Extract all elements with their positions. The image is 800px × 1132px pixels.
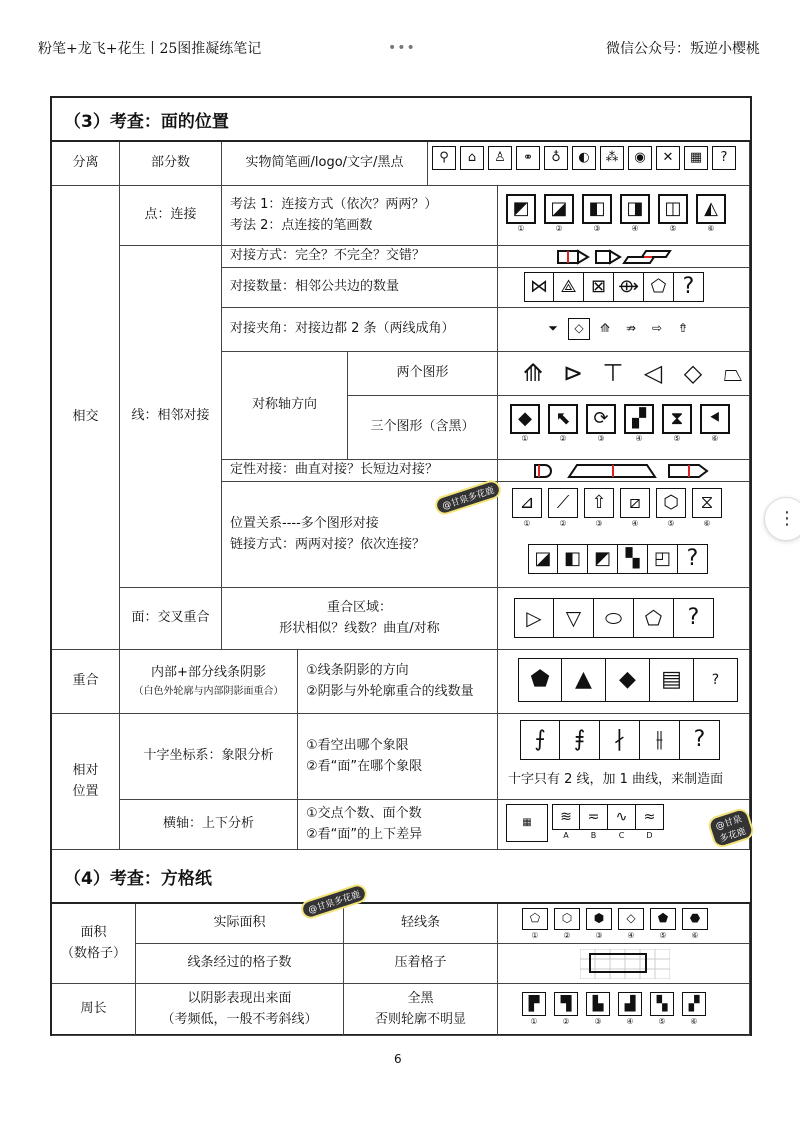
- shape-figure: ◫ ⑤: [658, 194, 688, 224]
- description: 轻线条: [344, 904, 498, 944]
- desc-line: 链接方式：两两对接？依次连接？: [230, 536, 426, 552]
- shape-figure: ⋈: [524, 272, 554, 302]
- shape-figure: ◆: [606, 658, 650, 702]
- shape-figure: ⇮: [677, 321, 689, 336]
- sub-label: 点：连接: [120, 186, 222, 246]
- desc-line: ②看“面”的上下差异: [306, 826, 423, 842]
- shape-figure: ⯇ ⑥: [700, 404, 730, 434]
- description: 三个图形（含黑）: [348, 396, 498, 460]
- description: [222, 186, 498, 246]
- house-icon: ⌂: [460, 146, 484, 170]
- shape-figure: ⬡ ⑤: [656, 488, 686, 518]
- desc-line: 考法 2：点连接的笔画数: [230, 217, 373, 233]
- sub-label: 十字坐标系：象限分析: [120, 714, 298, 800]
- shape-figure: ⏢: [723, 358, 743, 387]
- shape-figure: ⧗ ⑤: [662, 404, 692, 434]
- shape-figure: ▤: [650, 658, 694, 702]
- shape-figure: ▞ ④: [624, 404, 654, 434]
- shape-figure: ◭ ⑥: [696, 194, 726, 224]
- shape-figure: ⟰: [522, 358, 544, 387]
- black-grid-figure: ▟ ④: [618, 992, 642, 1016]
- figure-cell: [498, 714, 750, 800]
- sub-label: 线：相邻对接: [120, 246, 222, 588]
- option-figure: ≂ B: [580, 804, 608, 830]
- dots-figure-icon: ⁂: [600, 146, 624, 170]
- category-label: 重合: [52, 650, 120, 714]
- shape-figure: ◧ ③: [582, 194, 612, 224]
- shape-figure: ◇: [568, 318, 590, 340]
- category-label: 周长: [52, 984, 136, 1036]
- category-label: 相交: [52, 186, 120, 650]
- description: 线条经过的格子数: [136, 944, 344, 984]
- description: [222, 588, 498, 650]
- shape-figure: ⟴: [614, 272, 644, 302]
- shape-figure: ◇: [683, 358, 703, 387]
- grid-figure: ◇ ④: [618, 908, 644, 930]
- figure-cell: [498, 186, 750, 246]
- desc-line: 全黑: [407, 990, 434, 1006]
- shape-figure: ▚: [618, 544, 648, 574]
- desc-line: 位置关系----多个图形对接: [230, 515, 379, 531]
- grid-figure-icon: ▦: [684, 146, 708, 170]
- description: 定性对接：曲直对接？长短边对接？: [222, 460, 498, 482]
- option-figure: ≈ D: [636, 804, 664, 830]
- grid-rectangle-figure: [580, 949, 670, 979]
- shape-figure: ⧖ ⑥: [692, 488, 722, 518]
- category-label: 分离: [52, 142, 120, 186]
- magnifier-icon: ⚲: [432, 146, 456, 170]
- description: [298, 650, 498, 714]
- description: [136, 984, 344, 1036]
- figure-cell: [498, 396, 750, 460]
- figure-cell: [498, 944, 750, 984]
- desc-line: 重合区域：: [326, 599, 392, 615]
- description: 对接方式：完全？不完全？交错？: [222, 246, 498, 268]
- grid-figure: ⬡ ②: [554, 908, 580, 930]
- question-box: ?: [678, 544, 708, 574]
- figure-cell: [498, 588, 750, 650]
- shape-figure: ⧄ ④: [620, 488, 650, 518]
- cross-curve-figure: ⨍: [520, 720, 560, 760]
- desc-note: （白色外轮廓与内部阴影面重合）: [133, 685, 284, 697]
- figure-strip: [524, 272, 704, 302]
- black-grid-figure: ▚ ⑤: [650, 992, 674, 1016]
- desc-line: 形状相似？线数？曲直/对称: [279, 620, 440, 636]
- description: 压着格子: [344, 944, 498, 984]
- question-box: ?: [712, 146, 736, 170]
- section-title: （3）考查：面的位置: [52, 98, 750, 142]
- figure-cell: [498, 904, 750, 944]
- question-box: ?: [674, 598, 714, 638]
- option-figure: ∿ C: [608, 804, 636, 830]
- gourd-icon: ♁: [544, 146, 568, 170]
- description: 实物简笔画/logo/文字/黑点: [222, 142, 428, 186]
- grid-figure: ⬠ ①: [522, 908, 548, 930]
- category-line: 相对: [72, 762, 99, 778]
- more-icon[interactable]: •••: [388, 40, 416, 56]
- desc-line: ②阴影与外轮廓重合的线数量: [306, 683, 474, 699]
- description: [298, 714, 498, 800]
- shape-figure: ◰: [648, 544, 678, 574]
- shape-figure: ⏷: [548, 321, 558, 336]
- notes-sheet: [50, 96, 752, 1036]
- desc-line: 考法 1：连接方式（依次？两两？）: [230, 196, 438, 212]
- shape-figure: ⊿ ①: [512, 488, 542, 518]
- figure-strip: [522, 908, 708, 941]
- figure-strip: [522, 992, 706, 1027]
- black-grid-figure: ▞ ⑥: [682, 992, 706, 1016]
- cross-figure-icon: ✕: [656, 146, 680, 170]
- figure-cell: [498, 246, 750, 268]
- grid-figure: ⬣ ⑥: [682, 908, 708, 930]
- figure-strip: [506, 194, 726, 234]
- bicycle-icon: ⚭: [516, 146, 540, 170]
- shape-figure: ⬉ ②: [548, 404, 578, 434]
- question-box: ?: [680, 720, 720, 760]
- page-number: 6: [394, 1052, 402, 1066]
- shape-figure: ⇧ ③: [584, 488, 614, 518]
- shape-figure: ⊳: [562, 358, 584, 387]
- shape-figure: ⊤: [602, 358, 624, 387]
- figure-strip: [512, 488, 722, 529]
- figure-strip: [510, 404, 730, 444]
- doc-title: 粉笔+龙飞+花生丨25图推凝练笔记: [38, 41, 262, 57]
- shape-figure: ⟋ ②: [548, 488, 578, 518]
- shape-figure: ⬟: [518, 658, 562, 702]
- description: [344, 984, 498, 1036]
- desc-line: ①看空出哪个象限: [306, 737, 409, 753]
- sub-label: 横轴：上下分析: [120, 800, 298, 850]
- figure-strip: [506, 804, 664, 842]
- figure-cell: [498, 482, 750, 588]
- desc-line: 内部+部分线条阴影: [151, 665, 266, 681]
- shape-figure: ◁: [643, 358, 663, 387]
- shape-figure: ▲: [562, 658, 606, 702]
- shape-figure: ◪ ②: [544, 194, 574, 224]
- figure-strip: [518, 358, 748, 388]
- option-figure: ≋ A: [552, 804, 580, 830]
- watermark-stamp: @甘泉多花鹿: [709, 809, 754, 847]
- top-bar: [0, 0, 800, 70]
- figure-icon: ♙: [488, 146, 512, 170]
- figure-cell: [498, 650, 750, 714]
- desc-line: （考频低，一般不考斜线）: [161, 1011, 318, 1027]
- category-label: [52, 714, 120, 850]
- shape-figure: ⬭: [594, 598, 634, 638]
- shape-figure: ⬠: [644, 272, 674, 302]
- category-line: （数格子）: [60, 945, 126, 961]
- capsule-icon: ◐: [572, 146, 596, 170]
- figure-strip: [518, 658, 738, 702]
- section-title: （4）考查：方格纸: [52, 850, 750, 904]
- figure-strip: [520, 720, 720, 760]
- black-grid-figure: ▛ ①: [522, 992, 546, 1016]
- ball-icon: ◉: [628, 146, 652, 170]
- shape-figure: ◆ ①: [510, 404, 540, 434]
- question-box: ?: [674, 272, 704, 302]
- floating-menu-button[interactable]: ⋮: [764, 497, 800, 541]
- shape-figure: ⊠: [584, 272, 614, 302]
- grid-figure: ⬟ ⑤: [650, 908, 676, 930]
- cross-curve-figure: ⨎: [560, 720, 600, 760]
- shape-figure: ◨ ④: [620, 194, 650, 224]
- black-grid-figure: ▜ ②: [554, 992, 578, 1016]
- figure-strip: [542, 318, 694, 340]
- shape-figure: ◩ ①: [506, 194, 536, 224]
- shape-figure: ⇏: [625, 321, 637, 336]
- shape-figure: ⇨: [651, 321, 663, 336]
- watermark-stamp: @甘泉多花鹿: [435, 480, 501, 514]
- figure-strip: [432, 146, 736, 170]
- shape-figure: ▽: [554, 598, 594, 638]
- shape-figure: ◧: [558, 544, 588, 574]
- desc-line: ②看“面”在哪个象限: [306, 758, 423, 774]
- description: 两个图形: [348, 352, 498, 396]
- figure-cell: [498, 984, 750, 1036]
- shape-figure: ◪: [528, 544, 558, 574]
- watermark-stamp: @甘泉多花鹿: [301, 884, 367, 918]
- shape-figure: ◩: [588, 544, 618, 574]
- sub-label: 面：交叉重合: [120, 588, 222, 650]
- black-grid-figure: ▙ ③: [586, 992, 610, 1016]
- category-line: 位置: [72, 783, 99, 799]
- description: 对接数量：相邻公共边的数量: [222, 268, 498, 308]
- grid-figure: ⬢ ③: [586, 908, 612, 930]
- description: 对称轴方向: [222, 352, 348, 460]
- category-label: [52, 904, 136, 984]
- question-box: ?: [694, 658, 738, 702]
- figure-cell: [498, 268, 750, 308]
- figure-strip: [514, 598, 714, 638]
- figure-cell: [428, 142, 750, 186]
- description: 实际面积: [136, 904, 344, 944]
- shape-figure: ⬠: [634, 598, 674, 638]
- figure-note: 十字只有 2 线，加 1 曲线，来制造面: [508, 772, 724, 787]
- desc-line: ①线条阴影的方向: [306, 662, 409, 678]
- figure-strip: [528, 544, 708, 574]
- sub-label: 部分数: [120, 142, 222, 186]
- wechat-account: 微信公众号：叛逆小樱桃: [606, 41, 760, 57]
- docking-shapes: [554, 248, 694, 266]
- figure-cell: [498, 460, 750, 482]
- sub-label: [120, 650, 298, 714]
- cross-curve-figure: ⫲: [640, 720, 680, 760]
- shape-figure: ⟳ ③: [586, 404, 616, 434]
- description: 对接夹角：对接边都 2 条（两线成角）: [222, 308, 498, 352]
- desc-line: 以阴影表现出来面: [187, 990, 292, 1006]
- curve-straight-shapes: [529, 462, 719, 480]
- desc-line: ①交点个数、面个数: [306, 805, 422, 821]
- shape-figure: ▷: [514, 598, 554, 638]
- desc-line: 否则轮廓不明显: [374, 1011, 466, 1027]
- shape-figure: ⟁: [554, 272, 584, 302]
- shape-figure: ⟰: [599, 321, 611, 336]
- category-line: 面积: [80, 924, 107, 940]
- description: [298, 800, 498, 850]
- option-grid: ▦: [506, 804, 548, 842]
- figure-cell: [498, 352, 750, 396]
- cross-curve-figure: ∤: [600, 720, 640, 760]
- figure-cell: [498, 308, 750, 352]
